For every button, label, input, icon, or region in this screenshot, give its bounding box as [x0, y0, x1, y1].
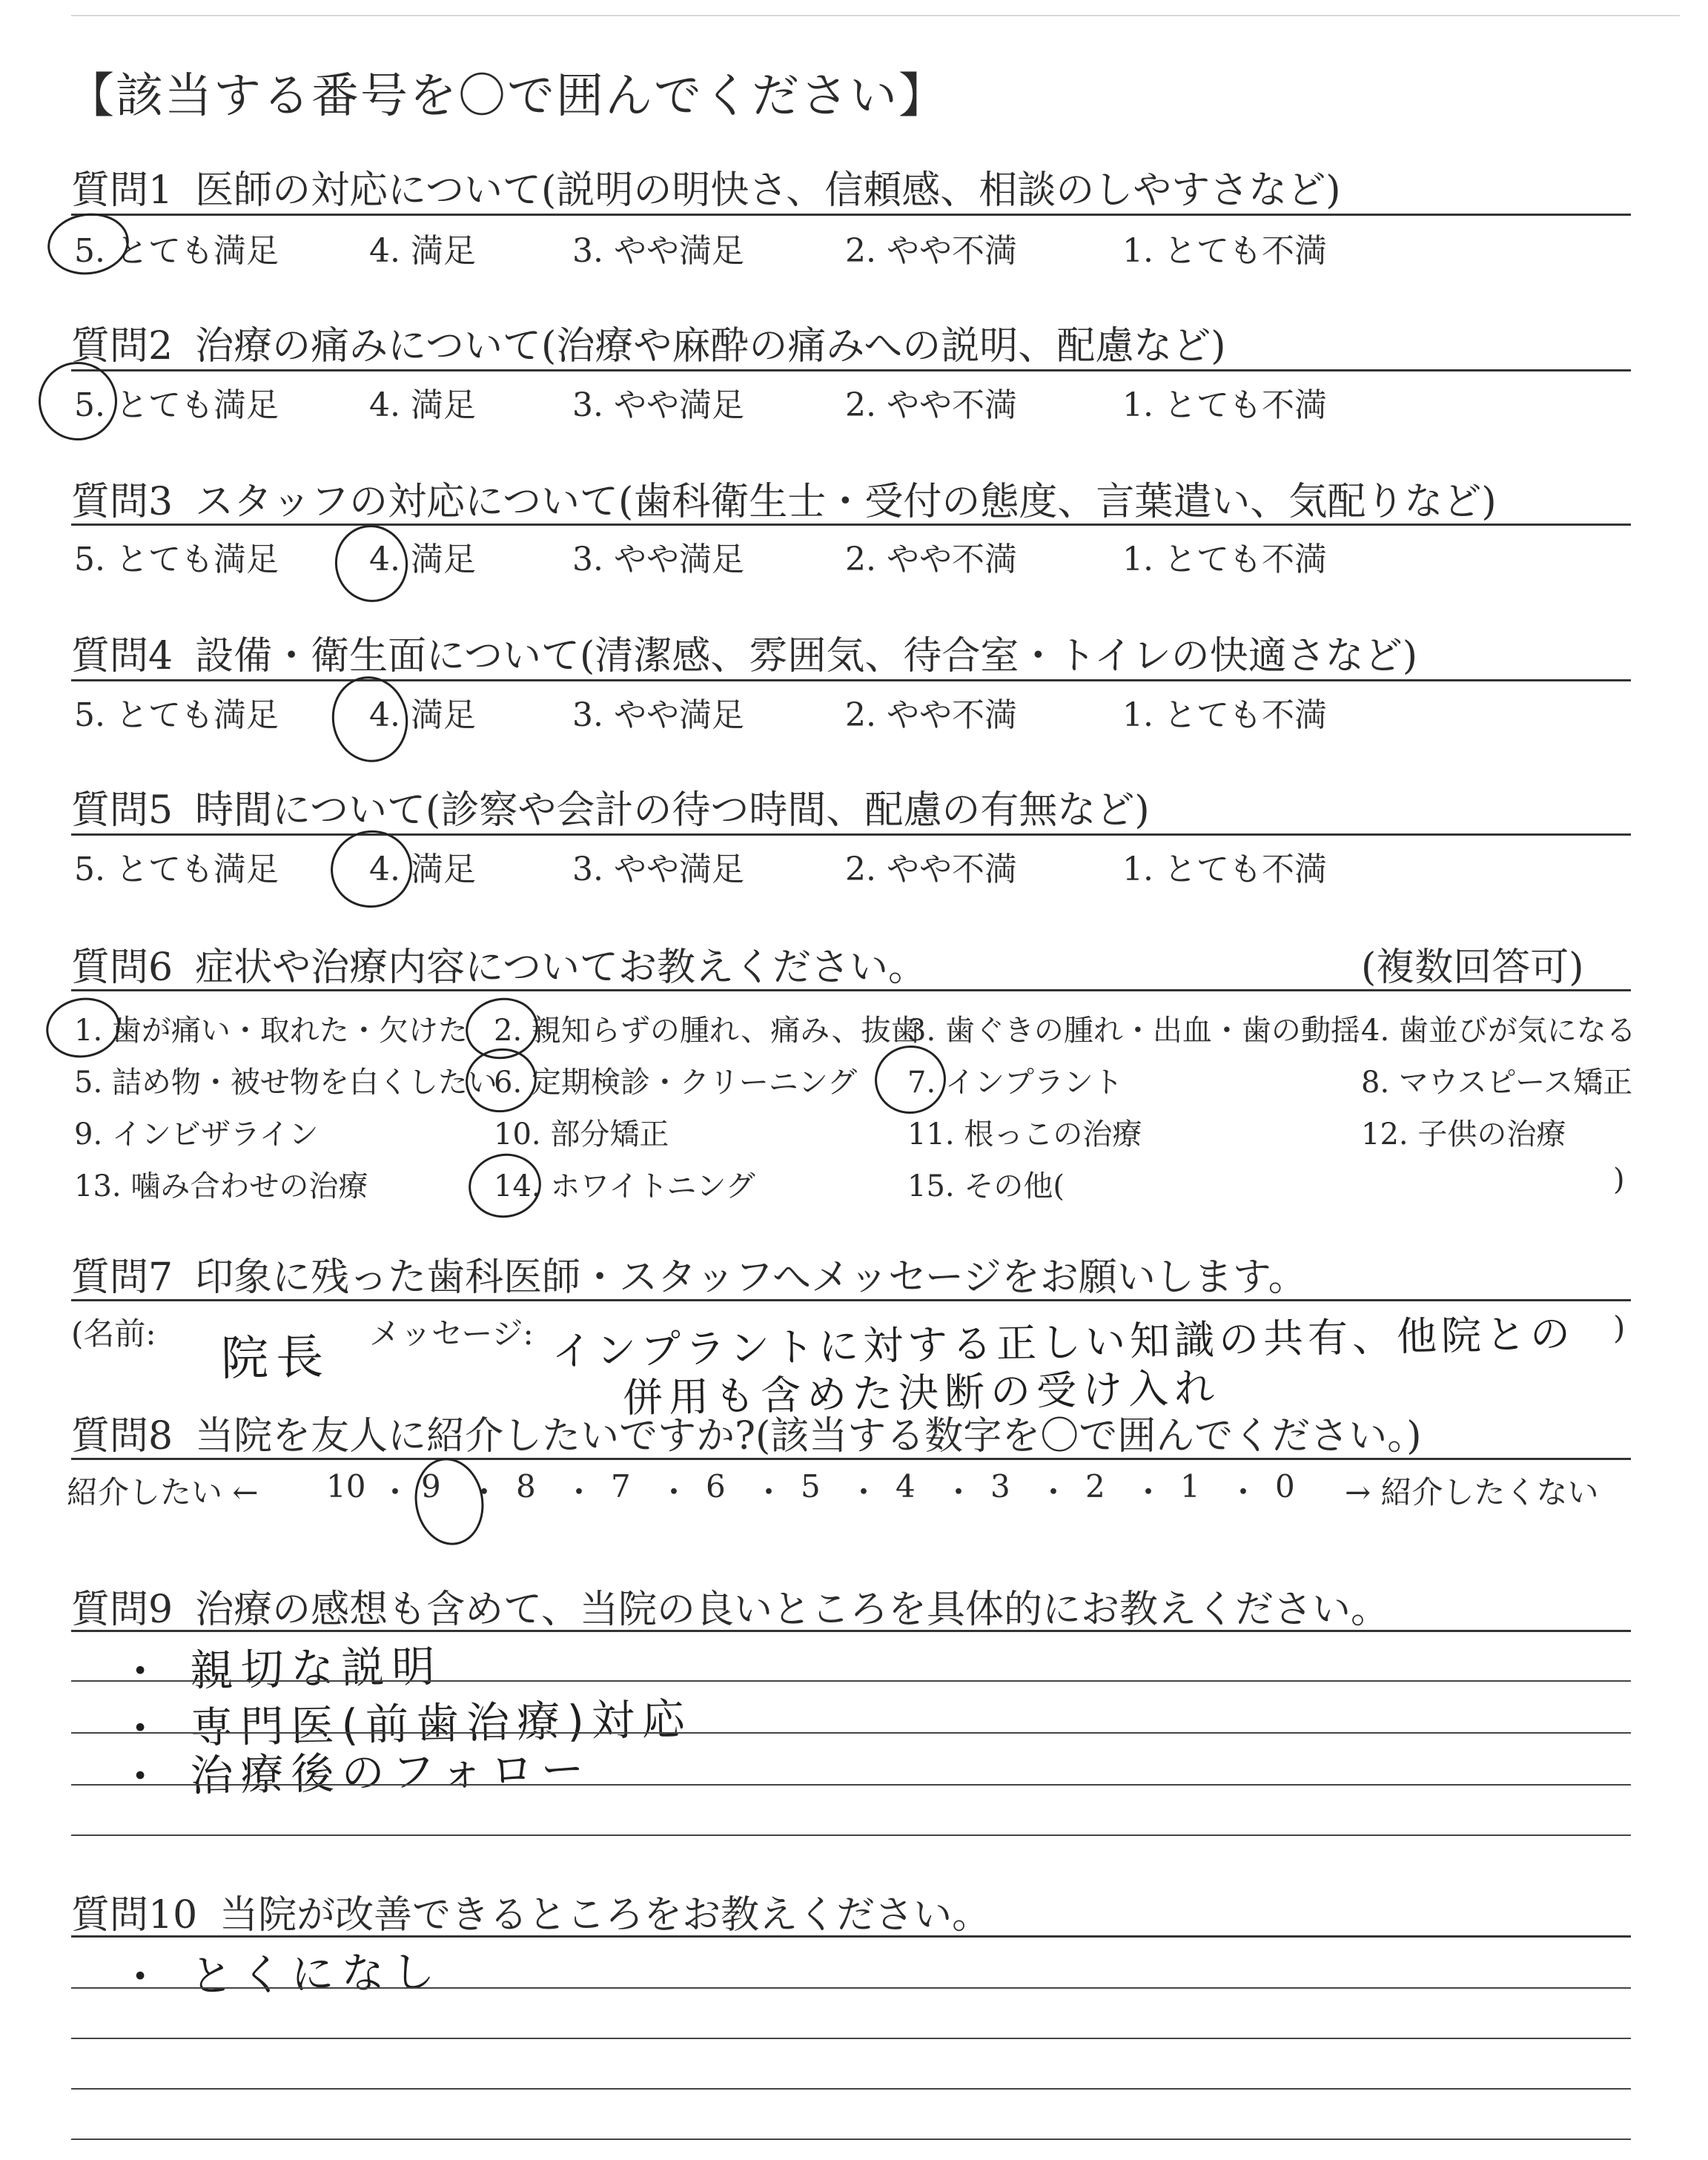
question-2-text: 治療の痛みについて(治療や麻酔の痛みへの説明、配慮など) [195, 324, 1226, 369]
question-6-note: (複数回答可) [1361, 945, 1584, 990]
q9-line-3 [71, 1732, 1631, 1734]
question-10-text: 当院が改善できるところをお教えください。 [219, 1893, 991, 1938]
q6-option-4[interactable]: 4. 歯並びが気になる [1361, 1014, 1636, 1048]
question-5-number: 質問5 [71, 788, 173, 833]
question-4-number: 質問4 [71, 634, 173, 678]
question-7-text: 印象に残った歯科医師・スタッフへメッセージをお願いします。 [195, 1255, 1307, 1300]
q6-option-10[interactable]: 10. 部分矯正 [494, 1117, 669, 1152]
question-6 [71, 936, 927, 991]
q8-separator: ・ [943, 1474, 975, 1510]
question-2-rule [71, 369, 1631, 371]
q8-separator: ・ [1228, 1474, 1260, 1510]
q6-option-6[interactable]: 6. 定期検診・クリーニング [494, 1066, 858, 1100]
q8-scale-0[interactable]: 0 [1275, 1468, 1295, 1505]
q6-option-15[interactable]: 15. その他( [907, 1169, 1065, 1203]
q7-close-paren: ) [1613, 1309, 1626, 1346]
question-8-number: 質問8 [71, 1414, 173, 1459]
question-6-text: 症状や治療内容についてお教えください。 [195, 945, 927, 990]
q10-line-4 [71, 2088, 1631, 2090]
q6-option-11[interactable]: 11. 根っこの治療 [907, 1117, 1142, 1152]
q8-separator: ・ [380, 1474, 411, 1510]
q8-separator: ・ [469, 1474, 500, 1510]
q5-option-5[interactable]: 5. とても満足 [74, 851, 279, 888]
q10-line-3 [71, 2038, 1631, 2039]
question-2 [71, 314, 1226, 370]
question-1-number: 質問1 [71, 168, 173, 213]
q3-option-5[interactable]: 5. とても満足 [74, 541, 279, 578]
q6-option-2[interactable]: 2. 親知らずの腫れ、痛み、抜歯 [494, 1014, 921, 1048]
q8-scale-4[interactable]: 4 [896, 1468, 916, 1505]
question-8-rule [71, 1458, 1631, 1460]
q4-option-1[interactable]: 1. とても不満 [1122, 696, 1327, 734]
q8-scale-9[interactable]: 9 [421, 1468, 441, 1505]
question-4-rule [71, 679, 1631, 681]
q2-option-3[interactable]: 3. やや満足 [572, 386, 744, 424]
q8-right-label: → 紹介したくない [1345, 1474, 1599, 1510]
q5-option-2[interactable]: 2. やや不満 [845, 851, 1017, 888]
q5-option-1[interactable]: 1. とても不満 [1122, 851, 1327, 888]
q6-option-14[interactable]: 14. ホワイトニング [494, 1169, 755, 1203]
q2-option-5[interactable]: 5. とても満足 [74, 386, 279, 424]
question-9-text: 治療の感想も含めて、当院の良いところを具体的にお教えください。 [195, 1588, 1390, 1632]
q7-name-value[interactable]: 院長 [220, 1330, 331, 1387]
page-title: 【該当する番号を〇で囲んでください】 [67, 69, 947, 124]
q8-scale-5[interactable]: 5 [801, 1468, 821, 1505]
q8-scale-7[interactable]: 7 [611, 1468, 631, 1505]
q6-option-7[interactable]: 7. インプラント [907, 1066, 1123, 1100]
q8-scale-1[interactable]: 1 [1180, 1468, 1200, 1505]
q9-line-2 [71, 1680, 1631, 1682]
question-7 [71, 1246, 1307, 1301]
q9-line-4 [71, 1784, 1631, 1786]
q7-message-line-2[interactable]: 併用も含めた決断の受け入れ [622, 1364, 1221, 1422]
q10-line-2 [71, 1987, 1631, 1989]
q9-answer-3[interactable]: ・ 治療後のフォロー [118, 1743, 592, 1803]
q10-line-5 [71, 2138, 1631, 2140]
q8-separator: ・ [848, 1474, 880, 1510]
q5-option-4[interactable]: 4. 満足 [369, 851, 476, 888]
question-3-number: 質問3 [71, 480, 173, 524]
question-7-number: 質問7 [71, 1255, 173, 1300]
question-8-text: 当院を友人に紹介したいですか?(該当する数字を〇で囲んでください。) [195, 1414, 1422, 1459]
question-10 [71, 1883, 990, 1939]
q3-option-3[interactable]: 3. やや満足 [572, 541, 744, 578]
q4-option-2[interactable]: 2. やや不満 [845, 696, 1017, 734]
q4-option-3[interactable]: 3. やや満足 [572, 696, 744, 734]
q1-option-3[interactable]: 3. やや満足 [572, 232, 744, 270]
q7-message-line-1[interactable]: インプラントに対する正しい知識の共有、他院との [551, 1309, 1575, 1375]
question-3 [71, 470, 1497, 526]
q3-option-1[interactable]: 1. とても不満 [1122, 541, 1327, 578]
question-1-text: 医師の対応について(説明の明快さ、信頼感、相談のしやすさなど) [195, 168, 1341, 213]
q8-separator: ・ [753, 1474, 785, 1510]
q8-scale-3[interactable]: 3 [990, 1468, 1010, 1505]
q6-option-13[interactable]: 13. 噛み合わせの治療 [74, 1169, 368, 1203]
q8-scale-2[interactable]: 2 [1085, 1468, 1105, 1505]
q1-option-4[interactable]: 4. 満足 [369, 232, 476, 270]
q6-option-5[interactable]: 5. 詰め物・被せ物を白くしたい [74, 1066, 497, 1100]
q8-separator: ・ [563, 1474, 595, 1510]
q6-option-8[interactable]: 8. マウスピース矯正 [1361, 1066, 1633, 1100]
question-9-number: 質問9 [71, 1588, 173, 1632]
q4-option-5[interactable]: 5. とても満足 [74, 696, 279, 734]
q9-answer-2[interactable]: ・ 専門医(前歯治療)対応 [118, 1694, 693, 1754]
q2-option-2[interactable]: 2. やや不満 [845, 386, 1017, 424]
q7-name-label: (名前: [71, 1315, 156, 1352]
q4-option-4[interactable]: 4. 満足 [369, 696, 476, 734]
question-2-number: 質問2 [71, 324, 173, 369]
q2-option-1[interactable]: 1. とても不満 [1122, 386, 1327, 424]
question-1 [71, 159, 1341, 214]
q8-separator: ・ [1038, 1474, 1070, 1510]
question-4 [71, 624, 1417, 680]
question-10-number: 質問10 [71, 1893, 198, 1938]
q1-option-1[interactable]: 1. とても不満 [1122, 232, 1327, 270]
question-9 [71, 1578, 1389, 1634]
question-4-text: 設備・衛生面について(清潔感、雰囲気、待合室・トイレの快適さなど) [195, 634, 1418, 678]
question-5-text: 時間について(診察や会計の待つ時間、配慮の有無など) [195, 788, 1150, 833]
question-9-rule [71, 1630, 1631, 1632]
q8-separator: ・ [1133, 1474, 1165, 1510]
question-3-text: スタッフの対応について(歯科衛生士・受付の態度、言葉遣い、気配りなど) [195, 480, 1497, 524]
q7-message-label: メッセージ: [369, 1315, 534, 1352]
q6-option-12[interactable]: 12. 子供の治療 [1361, 1117, 1566, 1152]
q6-option-3[interactable]: 3. 歯ぐきの腫れ・出血・歯の動揺 [907, 1014, 1360, 1048]
q5-option-3[interactable]: 3. やや満足 [572, 851, 744, 888]
q8-scale-8[interactable]: 8 [516, 1468, 536, 1505]
q8-separator: ・ [658, 1474, 690, 1510]
q8-scale-6[interactable]: 6 [706, 1468, 726, 1505]
question-8 [71, 1404, 1422, 1460]
q10-answer-1[interactable]: ・ とくになし [118, 1946, 443, 2003]
question-1-rule [71, 214, 1631, 216]
question-6-rule [71, 989, 1631, 991]
q6-other-close-paren: ) [1613, 1163, 1625, 1197]
q8-scale-10[interactable]: 10 [326, 1468, 366, 1505]
q6-option-1[interactable]: 1. 歯が痛い・取れた・欠けた [74, 1014, 468, 1048]
q9-answer-1[interactable]: ・ 親切な説明 [118, 1641, 443, 1697]
q3-option-2[interactable]: 2. やや不満 [845, 541, 1017, 578]
question-6-number: 質問6 [71, 945, 173, 990]
q3-option-4[interactable]: 4. 満足 [369, 541, 476, 578]
top-border [71, 15, 1680, 16]
q8-left-label: 紹介したい ← [67, 1474, 259, 1510]
q1-option-2[interactable]: 2. やや不満 [845, 232, 1017, 270]
question-5-rule [71, 833, 1631, 836]
question-7-rule [71, 1299, 1631, 1301]
question-10-rule [71, 1935, 1631, 1938]
q6-option-9[interactable]: 9. インビザライン [74, 1117, 319, 1152]
q2-option-4[interactable]: 4. 満足 [369, 386, 476, 424]
q9-line-5 [71, 1834, 1631, 1836]
question-5 [71, 779, 1150, 834]
question-3-rule [71, 524, 1631, 526]
q1-option-5[interactable]: 5. とても満足 [74, 232, 279, 270]
